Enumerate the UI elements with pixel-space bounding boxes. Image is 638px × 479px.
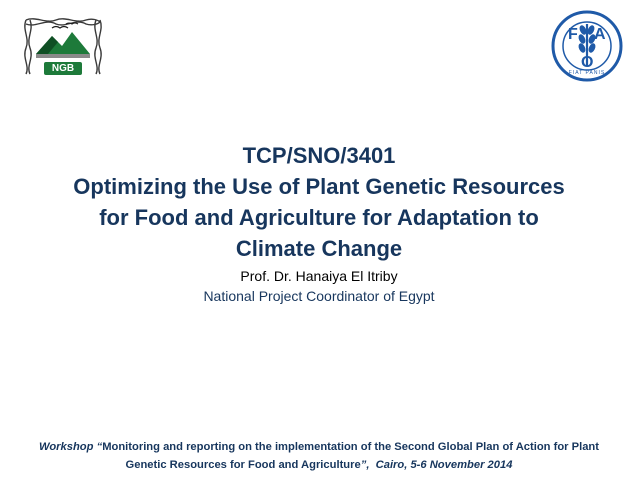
project-code: TCP/SNO/3401: [242, 143, 396, 168]
footer-line-2-text: Genetic Resources for Food and Agriculture: [125, 459, 361, 471]
fao-logo: [551, 10, 623, 82]
footer-workshop-word: Workshop: [38, 441, 94, 453]
title-line-3: for Food and Agriculture for Adaptation to: [99, 205, 539, 230]
title-line-4: Climate Change: [235, 236, 403, 261]
footer-line-1-text: Monitoring and reporting on the implementation of the Second Global Plan of Action for Plant: [102, 441, 599, 453]
title-block: [0, 140, 638, 306]
footer-line-1: [0, 438, 638, 456]
footer-line-2: [0, 456, 638, 474]
title-line-2: Optimizing the Use of Plant Genetic Resources: [73, 174, 565, 199]
footer-quote-close: ”,: [360, 459, 370, 471]
footer-location-date: Cairo, 5-6 November 2014: [369, 459, 513, 471]
fao-letter-a: A: [594, 26, 606, 43]
footer-quote-open: “: [96, 441, 103, 453]
fao-ring-text: FIAT PANIS: [568, 70, 606, 76]
ngb-logo: [22, 14, 104, 80]
presenter-name: Prof. Dr. Hanaiya El Itriby: [240, 268, 398, 284]
presenter-role: National Project Coordinator of Egypt: [203, 288, 435, 304]
workshop-footer: [0, 438, 638, 474]
ngb-logo-label: NGB: [51, 63, 75, 74]
fao-letter-o: O: [581, 54, 594, 71]
fao-letter-f: F: [568, 26, 578, 43]
